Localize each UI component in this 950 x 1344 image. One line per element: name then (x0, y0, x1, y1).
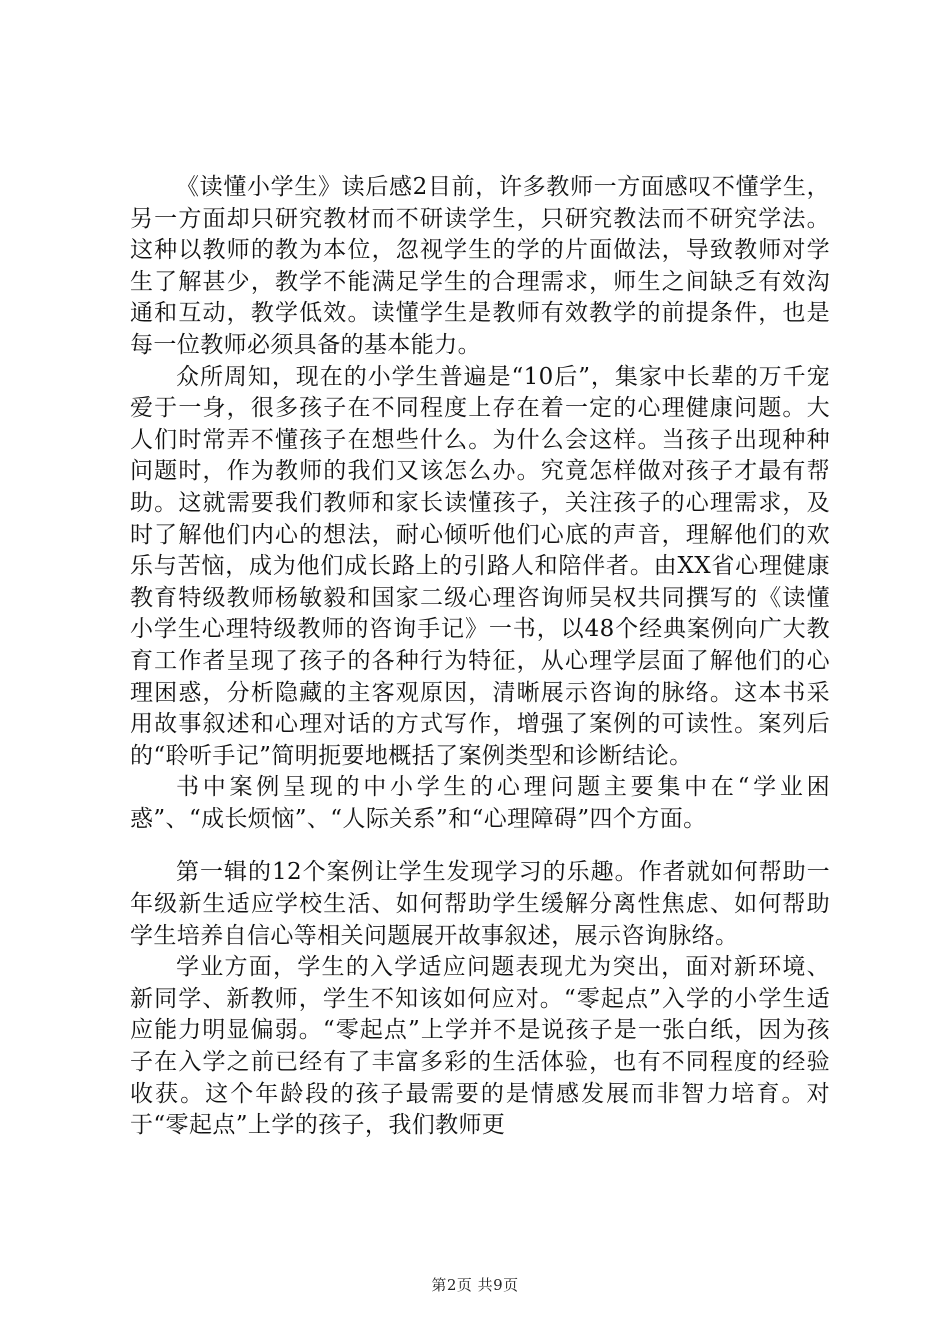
paragraph-gap (130, 835, 830, 857)
paragraph-first-section: 第一辑的12个案例让学生发现学习的乐趣。作者就如何帮助一年级新生适应学校生活、如何帮助学生缓解分离性焦虑、如何帮助学生培养自信心等相关问题展开故事叙述，展示咨询脉络。 (130, 859, 830, 949)
paragraph-summary: 书中案例呈现的中小学生的心理问题主要集中在“学业困惑”、“成长烦恼”、“人际关系”和“心理障碍”四个方面。 (130, 774, 830, 832)
paragraph-academic: 学业方面，学生的入学适应问题表现尤为突出，面对新环境、新同学、新教师，学生不知该如何应对。“零起点”入学的小学生适应能力明显偏弱。“零起点”上学并不是说孩子是一张白纸，因为孩子在入学之前已经有了丰富多彩的生活体验，也有不同程度的经验收获。这个年龄段的孩子最需要的是情感发展而非智力培育。对于“零起点”上学的孩子，我们教师更 (130, 954, 830, 1139)
body-text (130, 172, 830, 1142)
page-number: 第2页 共9页 (431, 1276, 519, 1294)
paragraph-intro: 《读懂小学生》读后感2目前，许多教师一方面感叹不懂学生，另一方面却只研究教材而不研读学生，只研究教法而不研究学法。这种以教师的教为本位，忽视学生的学的片面做法，导致教师对学生了解甚少，教学不能满足学生的合理需求，师生之间缺乏有效沟通和互动，教学低效。读懂学生是教师有效教学的前提条件，也是每一位教师必须具备的基本能力。 (130, 174, 830, 358)
paragraph-background: 众所周知，现在的小学生普遍是“10后”，集家中长辈的万千宠爱于一身，很多孩子在不同程度上存在着一定的心理健康问题。大人们时常弄不懂孩子在想些什么。为什么会这样。当孩子出现种种问题时，作为教师的我们又该怎么办。究竟怎样做对孩子才最有帮助。这就需要我们教师和家长读懂孩子，关注孩子的心理需求，及时了解他们内心的想法，耐心倾听他们心底的声音，理解他们的欢乐与苦恼，成为他们成长路上的引路人和陪伴者。由XX省心理健康教育特级教师杨敏毅和国家二级心理咨询师吴权共同撰写的《读懂小学生心理特级教师的咨询手记》一书，以48个经典案例向广大教育工作者呈现了孩子的各种行为特征，从心理学层面了解他们的心理困惑，分析隐藏的主客观原因，清晰展示咨询的脉络。这本书采用故事叙述和心理对话的方式写作，增强了案例的可读性。案列后的“聆听手记”简明扼要地概括了案例类型和诊断结论。 (130, 363, 830, 769)
